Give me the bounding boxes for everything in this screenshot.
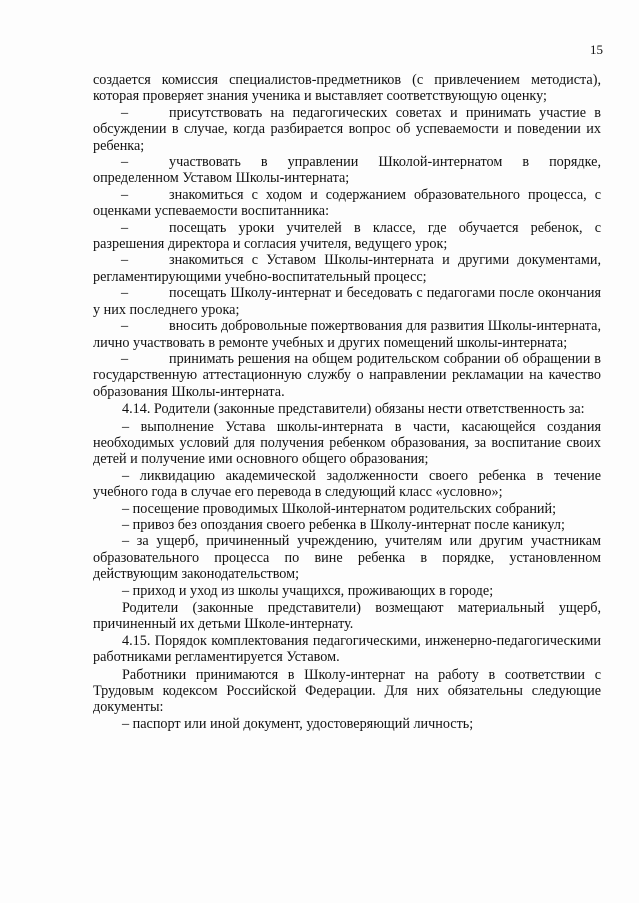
section-heading: 4.14. Родители (законные представители) обязаны нести ответственность за:: [122, 401, 585, 418]
paragraph: – за ущерб, причиненный учреждению, учителям или другим участникам образовательного процесса по вине ребенка в порядке, установленном действующим законодательством;: [93, 533, 601, 583]
paragraph: – привоз без опоздания своего ребенка в Школу-интернат после каникул;: [122, 516, 565, 533]
dash-marker: –: [121, 252, 129, 269]
dash-marker: –: [121, 219, 129, 236]
dash-marker: –: [121, 104, 129, 121]
list-item: [93, 220, 601, 253]
list-item: [93, 318, 601, 351]
list-item-text: вносить добровольные пожертвования для развития Школы-интерната, лично участвовать в ремонте учебных и других помещений школы-интерната;: [93, 318, 601, 351]
dash-marker: –: [121, 318, 129, 335]
paragraph: – выполнение Устава школы-интерната в части, касающейся создания необходимых условий для получения ребенком образования, за воспитание своих детей и получение ими основного общего образования;: [93, 418, 601, 468]
dash-marker: –: [121, 285, 129, 302]
list-item: [93, 105, 601, 154]
paragraph: – ликвидацию академической задолженности своего ребенка в течение учебного года в случае его перевода в следующий класс «условно»;: [93, 467, 601, 501]
list-item: [93, 154, 601, 187]
list-item-text: присутствовать на педагогических советах и принимать участие в обсуждении в случае, когда разбирается вопрос об успеваемости и поведении их ребенка;: [93, 104, 601, 154]
list-item-text: знакомиться с Уставом Школы-интерната и другими документами, регламентирующими учебно-воспитательный процесс;: [93, 252, 601, 285]
dash-marker: –: [121, 186, 129, 203]
list-item-text: участвовать в управлении Школой-интернатом в порядке, определенном Уставом Школы-интерната;: [93, 154, 601, 187]
paragraph: – посещение проводимых Школой-интернатом родительских собраний;: [122, 500, 557, 517]
dash-marker: –: [121, 154, 129, 171]
list-item: [93, 285, 601, 318]
dash-marker: –: [121, 350, 129, 367]
section-heading: 4.15. Порядок комплектования педагогическими, инженерно-педагогическими работниками регламентируется Уставом.: [93, 632, 601, 666]
list-item: [93, 351, 601, 400]
paragraph: – паспорт или иной документ, удостоверяющий личность;: [122, 715, 474, 732]
list-item-text: знакомиться с ходом и содержанием образовательного процесса, с оценками успеваемости воспитанника:: [93, 186, 601, 220]
document-body: [93, 72, 601, 732]
paragraph: Родители (законные представители) возмещают материальный ущерб, причиненный их детьми Школе-интернату.: [93, 600, 601, 633]
paragraph: создается комиссия специалистов-предметников (с привлечением методиста), которая проверяет знания ученика и выставляет соответствующую оценку;: [93, 72, 601, 105]
list-item-text: принимать решения на общем родительском собрании об обращении в государственную аттестационную службу о направлении рекламации на качество образования Школы-интерната.: [93, 350, 601, 400]
list-item-text: посещать Школу-интернат и беседовать с педагогами после окончания у них последнего урока;: [93, 285, 601, 318]
list-item-text: посещать уроки учителей в классе, где обучается ребенок, с разрешения директора и согласия учителя, ведущего урок;: [93, 219, 601, 253]
list-item: [93, 187, 601, 220]
page-number: 15: [590, 42, 603, 57]
paragraph: – приход и уход из школы учащихся, проживающих в городе;: [122, 582, 494, 599]
paragraph: Работники принимаются в Школу-интернат на работу в соответствии с Трудовым кодексом Российской Федерации. Для них обязательны следующие документы:: [93, 666, 601, 716]
list-item: [93, 252, 601, 285]
